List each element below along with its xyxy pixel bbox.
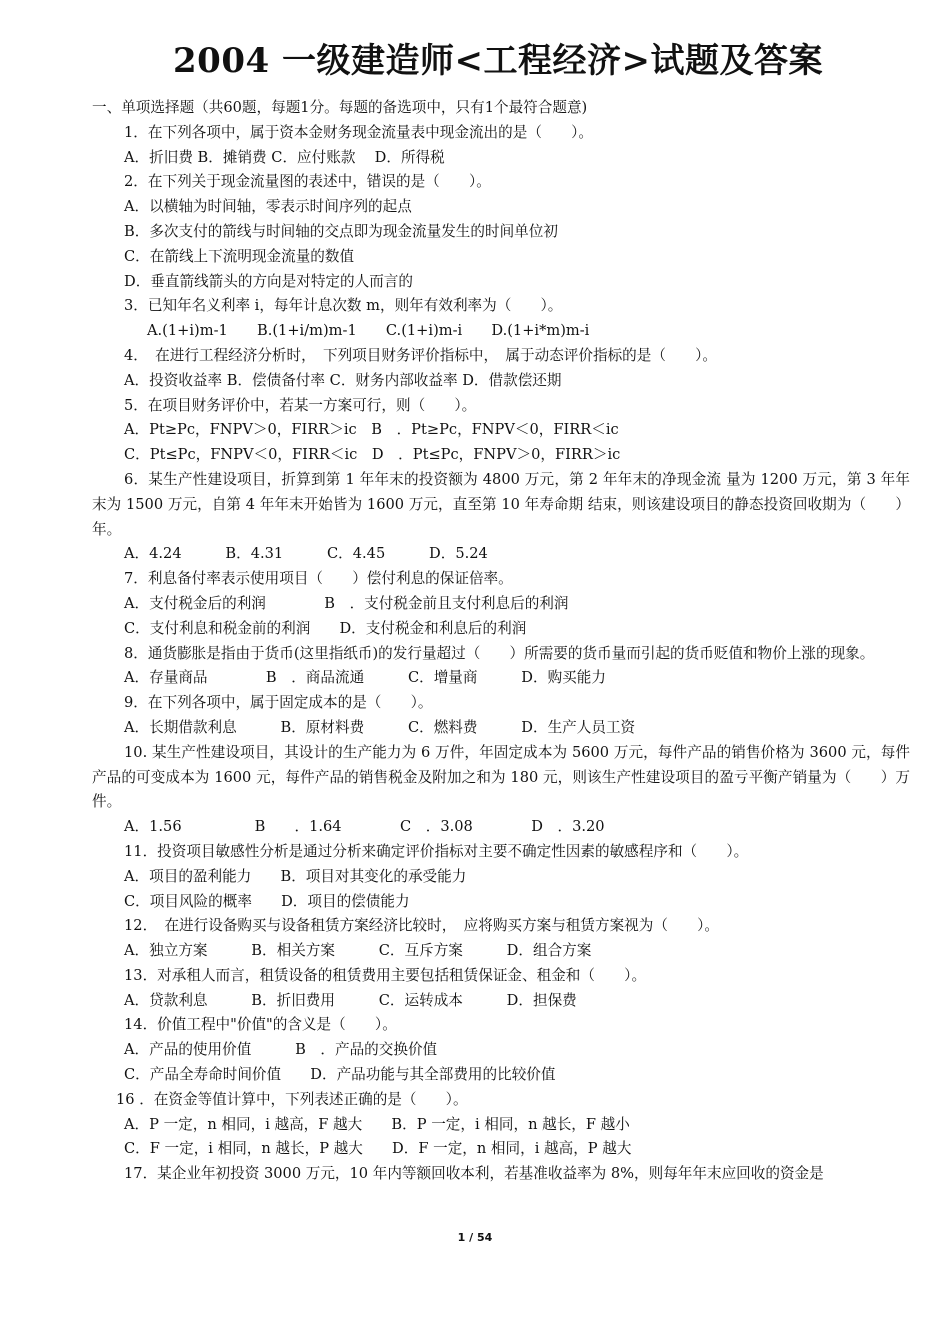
- question-11-stem: 11．投资项目敏感性分析是通过分析来确定评价指标对主要不确定性因素的敏感程序和（ ）。: [124, 842, 749, 860]
- section-header: 一、单项选择题（共60题，每题1分。每题的备选项中，只有1个最符合题意): [92, 99, 588, 116]
- question-16-options-ab: A．P 一定，n 相同，i 越高，F 越大 B．P 一定，i 相同，n 越长，F 越小: [124, 1115, 630, 1133]
- question-12-stem: 12． 在进行设备购买与设备租赁方案经济比较时， 应将购买方案与租赁方案视为（ ）。: [124, 917, 720, 935]
- question-3-options: A.(1+i)m-1 B.(1+i/m)m-1 C.(1+i)m-i D.(1+i*m)m-i: [147, 322, 590, 340]
- question-16-stem: 16 ．在资金等值计算中，下列表述正确的是（ ）。: [116, 1090, 468, 1108]
- question-14-stem: 14．价值工程中"价值"的含义是（ ）。: [124, 1016, 397, 1034]
- question-2-option-b: B．多次支付的箭线与时间轴的交点即为现金流量发生的时间单位初: [124, 222, 558, 240]
- document-body: [92, 96, 910, 1187]
- question-4-options: A．投资收益率 B．偿债备付率 C．财务内部收益率 D．借款偿还期: [124, 371, 562, 389]
- question-11-options-ab: A．项目的盈利能力 B．项目对其变化的承受能力: [124, 867, 467, 885]
- question-4-stem: 4． 在进行工程经济分析时， 下列项目财务评价指标中， 属于动态评价指标的是（ ）。: [124, 346, 718, 364]
- question-10-options: A．1.56 B ．1.64 C ．3.08 D ．3.20: [124, 818, 605, 836]
- question-7-stem: 7．利息备付率表示使用项目（ ）偿付利息的保证倍率。: [124, 570, 513, 588]
- document-title: 2004 一级建造师<工程经济>试题及答案: [173, 41, 823, 81]
- page-number: 1 / 54: [457, 1231, 493, 1244]
- question-5-options-cd: C．Pt≤Pc，FNPV＜0，FIRR＜ic D ．Pt≤Pc，FNPV＞0，FIRR＞ic: [124, 446, 621, 464]
- question-1-options: A．折旧费 B．摊销费 C．应付账款 D．所得税: [124, 148, 445, 166]
- question-3-stem: 3．已知年名义利率 i，每年计息次数 m，则年有效利率为（ ）。: [124, 297, 563, 315]
- question-6-stem: 6．某生产性建设项目，折算到第 1 年年末的投资额为 4800 万元，第 2 年年末的净现金流 量为 1200 万元，第 3 年年末为 1500 万元，自第 4 年年末开始皆为 1600 万元，直至第 10 年寿命期 结束，则该建设项目的静态投资回收期为（ ）年。: [92, 470, 910, 538]
- question-9-options: A．长期借款利息 B．原材料费 C．燃料费 D．生产人员工资: [124, 718, 636, 736]
- question-7-options-cd: C．支付利息和税金前的利润 D．支付税金和利息后的利润: [124, 619, 527, 637]
- question-17-stem: 17．某企业年初投资 3000 万元，10 年内等额回收本利，若基准收益率为 8%，则每年年末应回收的资金是: [124, 1165, 824, 1183]
- question-5-stem: 5．在项目财务评价中，若某一方案可行，则（ ）。: [124, 396, 477, 414]
- question-2-option-c: C．在箭线上下流明现金流量的数值: [124, 247, 355, 265]
- question-11-options-cd: C．项目风险的概率 D．项目的偿债能力: [124, 892, 410, 910]
- question-8-options: A．存量商品 B ．商品流通 C．增量商 D．购买能力: [124, 669, 606, 687]
- question-2-option-a: A．以横轴为时间轴，零表示时间序列的起点: [124, 198, 412, 216]
- question-1-stem: 1．在下列各项中，属于资本金财务现金流量表中现金流出的是（ ）。: [124, 123, 593, 141]
- question-12-options: A．独立方案 B．相关方案 C．互斥方案 D．组合方案: [124, 942, 592, 960]
- question-13-options: A．贷款利息 B．折旧费用 C．运转成本 D．担保费: [124, 991, 577, 1009]
- question-16-options-cd: C．F 一定，i 相同，n 越长，P 越大 D．F 一定，n 相同，i 越高，P 越大: [124, 1140, 632, 1158]
- question-8-stem: 8．通货膨胀是指由于货币(这里指纸币)的发行量超过（ ）所需要的货币量而引起的货币贬值和物价上涨的现象。: [124, 644, 875, 662]
- question-5-options-ab: A．Pt≥Pc，FNPV＞0，FIRR＞ic B ．Pt≥Pc，FNPV＜0，FIRR＜ic: [124, 421, 619, 439]
- question-2-option-d: D．垂直箭线箭头的方向是对特定的人而言的: [124, 272, 413, 290]
- question-7-options-ab: A．支付税金后的利润 B ．支付税金前且支付利息后的利润: [124, 594, 569, 612]
- question-6-options: A．4.24 B．4.31 C．4.45 D．5.24: [124, 545, 488, 563]
- question-13-stem: 13．对承租人而言，租赁设备的租赁费用主要包括租赁保证金、租金和（ ）。: [124, 966, 647, 984]
- question-10-stem: 10. 某生产性建设项目，其设计的生产能力为 6 万件，年固定成本为 5600 万元，每件产品的销售价格为 3600 元，每件产品的可变成本为 1600 元，每件产品的销售税金及附加之和为 180 元，则该生产性建设项目的盈亏平衡产销量为（ ）万件。: [92, 743, 910, 811]
- question-14-options-ab: A．产品的使用价值 B ．产品的交换价值: [124, 1041, 438, 1059]
- question-9-stem: 9．在下列各项中，属于固定成本的是（ ）。: [124, 694, 433, 712]
- question-14-options-cd: C．产品全寿命时间价值 D．产品功能与其全部费用的比较价值: [124, 1066, 556, 1084]
- question-2-stem: 2．在下列关于现金流量图的表述中，错误的是（ ）。: [124, 173, 491, 191]
